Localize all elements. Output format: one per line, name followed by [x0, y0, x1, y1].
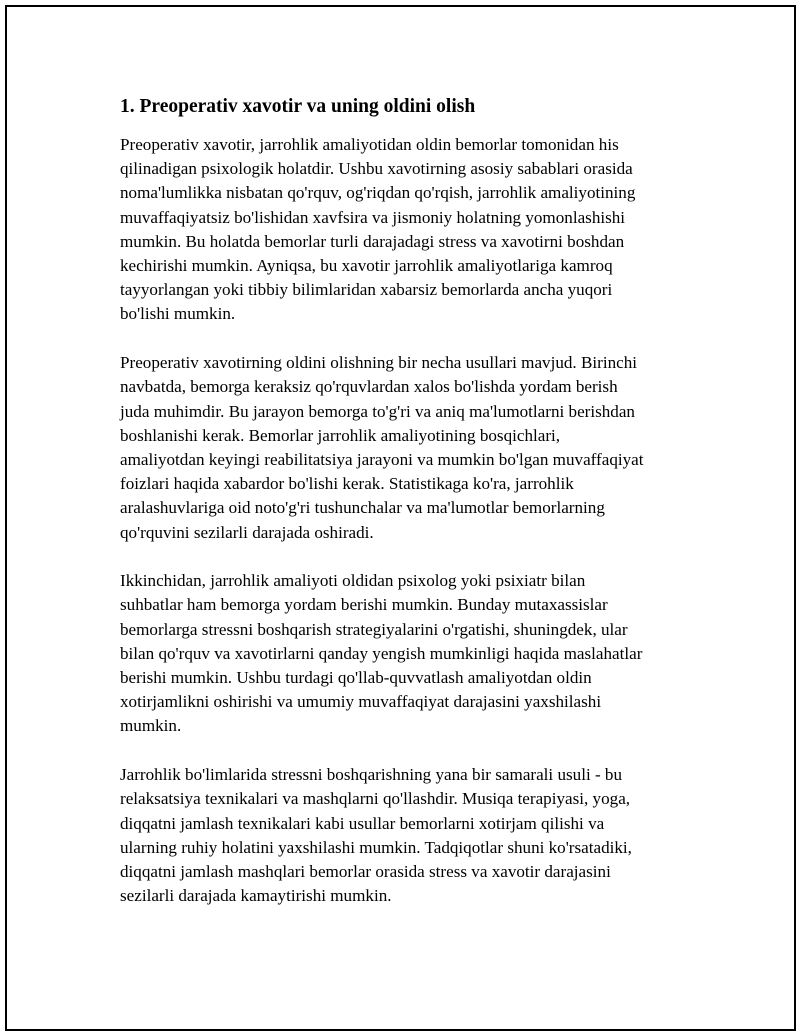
text-line: suhbatlar ham bemorga yordam berishi mumkin. Bunday mutaxassislar: [120, 595, 608, 615]
text-line: qilinadigan psixologik holatdir. Ushbu xavotirning asosiy sabablari orasida: [120, 159, 633, 179]
text-line: diqqatni jamlash mashqlari bemorlar orasida stress va xavotir darajasini: [120, 861, 611, 881]
section-heading: 1. Preoperativ xavotir va uning oldini olish: [120, 96, 476, 117]
text-line: xotirjamlikni oshirishi va umumiy muvaffaqiyat darajasini yaxshilashi: [120, 692, 602, 712]
text-line: diqqatni jamlash texnikalari kabi usullar bemorlarni xotirjam qilishi va: [120, 813, 605, 833]
text-line: berishi mumkin. Ushbu turdagi qo'llab-quvvatlash amaliyotdan oldin: [120, 668, 592, 688]
paragraph-1: [120, 133, 700, 327]
text-line: navbatda, bemorga keraksiz qo'rquvlardan xalos bo'lishda yordam berish: [120, 377, 618, 397]
text-line: sezilarli darajada kamaytirishi mumkin.: [120, 886, 392, 906]
text-line: Ikkinchidan, jarrohlik amaliyoti oldidan psixolog yoki psixiatr bilan: [120, 571, 586, 591]
text-line: aralashuvlariga oid noto'g'ri tushunchalar va ma'lumotlar bemorlarning: [120, 498, 605, 518]
text-line: amaliyotdan keyingi reabilitatsiya jarayoni va mumkin bo'lgan muvaffaqiyat: [120, 449, 644, 469]
document-body: [120, 95, 700, 908]
text-line: noma'lumlikka nisbatan qo'rquv, og'riqdan qo'rqish, jarrohlik amaliyotining: [120, 183, 636, 203]
text-line: bemorlarga stressni boshqarish strategiyalarini o'rgatishi, shuningdek, ular: [120, 619, 628, 639]
text-line: qo'rquvini sezilarli darajada oshiradi.: [120, 522, 374, 542]
text-line: mumkin. Bu holatda bemorlar turli darajadagi stress va xavotirni boshdan: [120, 231, 625, 251]
paragraph-2: [120, 351, 700, 545]
text-line: juda muhimdir. Bu jarayon bemorga to'g'ri va aniq ma'lumotlarni berishdan: [120, 401, 635, 421]
page-frame: [5, 5, 796, 1031]
text-line: kechirishi mumkin. Ayniqsa, bu xavotir jarrohlik amaliyotlariga kamroq: [120, 256, 613, 276]
text-line: Preoperativ xavotir, jarrohlik amaliyotidan oldin bemorlar tomonidan his: [120, 135, 619, 154]
text-line: bo'lishi mumkin.: [120, 304, 236, 324]
paragraph-4: [120, 763, 700, 908]
text-line: muvaffaqiyatsiz bo'lishidan xavfsira va jismoniy holatning yomonlashishi: [120, 207, 626, 227]
text-line: ularning ruhiy holatini yaxshilashi mumkin. Tadqiqotlar shuni ko'rsatadiki,: [120, 837, 632, 857]
text-line: bilan qo'rquv va xavotirlarni qanday yengish mumkinligi haqida maslahatlar: [120, 643, 643, 663]
paragraph-3: [120, 569, 700, 738]
text-line: mumkin.: [120, 716, 182, 736]
text-line: Preoperativ xavotirning oldini olishning bir necha usullari mavjud. Birinchi: [120, 353, 637, 373]
text-line: relaksatsiya texnikalari va mashqlarni qo'llashdir. Musiqa terapiyasi, yoga,: [120, 789, 631, 809]
text-line: foizlari haqida xabardor bo'lishi kerak. Statistikaga ko'ra, jarrohlik: [120, 474, 574, 494]
text-line: tayyorlangan yoki tibbiy bilimlaridan xabarsiz bemorlarda ancha yuqori: [120, 280, 613, 300]
text-line: Jarrohlik bo'limlarida stressni boshqarishning yana bir samarali usuli - bu: [120, 765, 623, 785]
text-line: boshlanishi kerak. Bemorlar jarrohlik amaliyotining bosqichlari,: [120, 425, 561, 445]
